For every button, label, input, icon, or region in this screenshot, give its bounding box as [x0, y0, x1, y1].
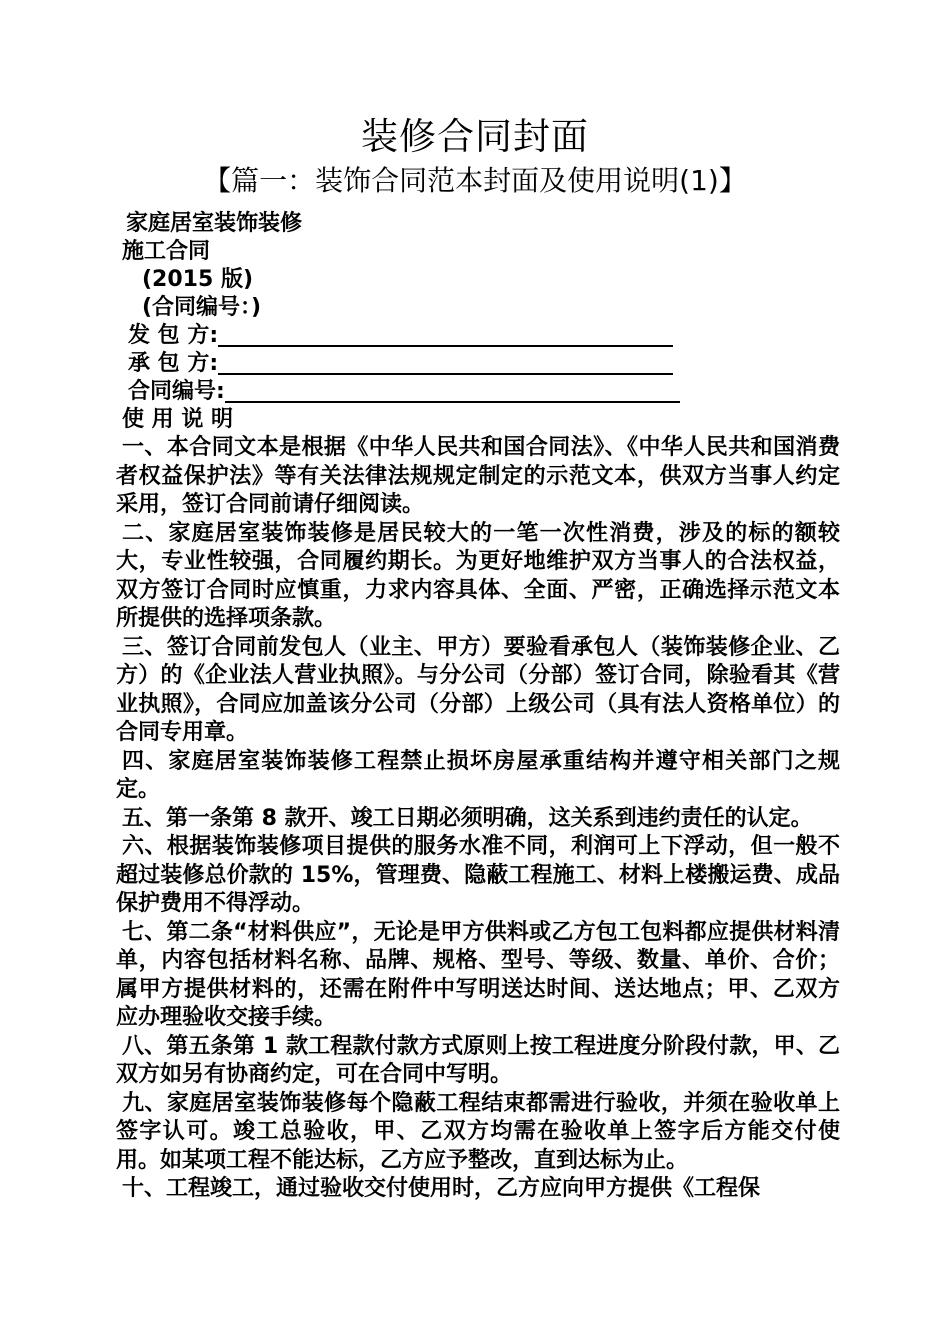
cover-edition: (2015 版) [142, 267, 253, 292]
cover-line-1: 家庭居室装饰装修 [126, 211, 303, 236]
instructions-list [116, 434, 840, 1204]
cover-contract-no-note: (合同编号：) [142, 295, 262, 320]
instruction-item-8: 八、第五条第 1 款工程款付款方式原则上按工程进度分阶段付款，甲、乙双方如另有协商约定，可在合同中写明。 [116, 1033, 840, 1087]
instruction-item-3: 三、签订合同前发包人（业主、甲方）要验看承包人（装饰装修企业、乙方）的《企业法人营业执照》。与分公司（分部）签订合同，除验看其《营业执照》，合同应加盖该分公司（分部）上级公司（具有法人资格单位）的合同专用章。 [116, 634, 840, 745]
instruction-item-9: 九、家庭居室装饰装修每个隐蔽工程结束都需进行验收，并须在验收单上签字认可。竣工总验收，甲、乙双方均需在验收单上签字后方能交付使用。如某项工程不能达标，乙方应予整改，直到达标为止。 [116, 1090, 840, 1173]
instructions-heading: 使 用 说 明 [122, 407, 233, 432]
instruction-item-2: 二、家庭居室装饰装修是居民较大的一笔一次性消费，涉及的标的额较大，专业性较强，合同履约期长。为更好地维护双方当事人的合法权益，双方签订合同时应慎重，力求内容具体、全面、严密，正确选择示范文本所提供的选择项条款。 [116, 520, 840, 631]
cover-block [120, 210, 840, 434]
contract-number-field [120, 378, 840, 406]
employer-blank-line [218, 327, 673, 347]
employer-label: 发 包 方: [128, 323, 219, 348]
document-title: 装修合同封面 [361, 115, 589, 158]
instruction-item-6: 六、根据装饰装修项目提供的服务水准不同，利润可上下浮动，但一般不超过装修总价款的 15%，管理费、隐蔽工程施工、材料上楼搬运费、成品保护费用不得浮动。 [116, 834, 840, 916]
instruction-item-10: 十、工程竣工，通过验收交付使用时，乙方应向甲方提供《工程保 [122, 1176, 761, 1201]
instruction-item-5: 五、第一条第 8 款开、竣工日期必须明确，这关系到违约责任的认定。 [122, 805, 813, 831]
cover-line-2: 施工合同 [122, 239, 211, 264]
document-subtitle: 【篇一：装饰合同范本封面及使用说明(1)】 [203, 164, 747, 197]
contract-number-blank-line [225, 383, 680, 403]
instruction-item-1: 一、本合同文本是根据《中华人民共和国合同法》、《中华人民共和国消费者权益保护法》等有关法律法规规定制定的示范文本，供双方当事人约定采用，签订合同前请仔细阅读。 [116, 435, 840, 517]
employer-field [120, 322, 840, 350]
contractor-label: 承 包 方: [128, 351, 219, 376]
contract-number-label: 合同编号: [128, 379, 225, 404]
instruction-item-7: 七、第二条“材料供应”，无论是甲方供料或乙方包工包料都应提供材料清单，内容包括材料名称、品牌、规格、型号、等级、数量、单价、合价；属甲方提供材料的，还需在附件中写明送达时间、送达地点；甲、乙双方应办理验收交接手续。 [116, 919, 840, 1030]
instruction-item-4: 四、家庭居室装饰装修工程禁止损坏房屋承重结构并遵守相关部门之规定。 [116, 748, 840, 802]
contractor-field [120, 350, 840, 378]
contractor-blank-line [218, 355, 673, 375]
